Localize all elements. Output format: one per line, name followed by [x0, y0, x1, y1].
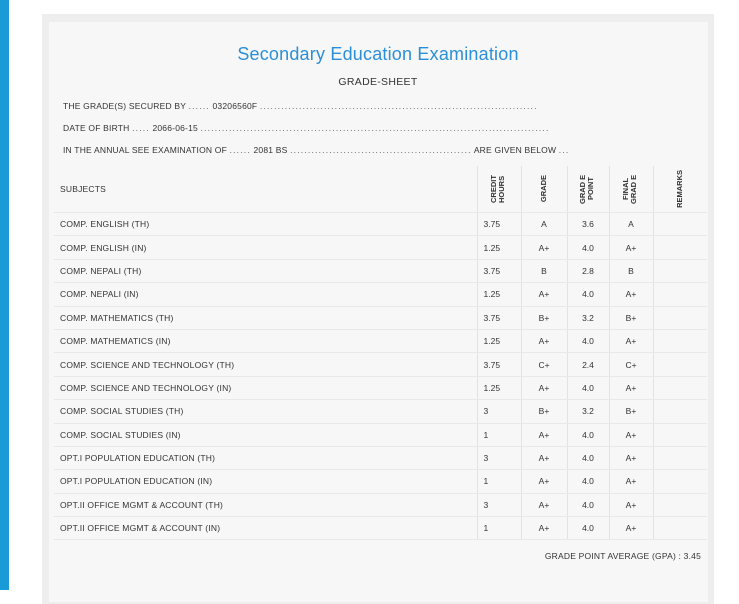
- grade-point-cell: 2.8: [567, 259, 609, 282]
- left-accent-bar: [0, 0, 9, 590]
- table-header-row: [54, 166, 707, 213]
- gpa-label: GRADE POINT AVERAGE (GPA) :: [544, 551, 682, 561]
- grade-point-cell: 3.2: [567, 306, 609, 329]
- subject-cell: COMP. SCIENCE AND TECHNOLOGY (TH): [54, 353, 477, 376]
- table-row: [54, 400, 707, 423]
- subject-cell: COMP. SOCIAL STUDIES (IN): [54, 423, 477, 446]
- final-grade-cell: A: [609, 213, 653, 236]
- table-row: [54, 259, 707, 282]
- credit-hours-cell: 1: [477, 517, 521, 540]
- remarks-cell: [653, 306, 707, 329]
- grade-point-cell: 4.0: [567, 283, 609, 306]
- page-title: Secondary Education Examination: [237, 44, 519, 64]
- credit-hours-cell: 3.75: [477, 353, 521, 376]
- info-secured-by: THE GRADE(S) SECURED BY ...... 03206560F ..............................................................................: [63, 101, 538, 111]
- table-row: [54, 353, 707, 376]
- symbol-number: 03206560F: [212, 101, 258, 111]
- remarks-cell: [653, 376, 707, 399]
- subject-cell: COMP. MATHEMATICS (IN): [54, 329, 477, 352]
- table-row: [54, 306, 707, 329]
- table-row: [54, 376, 707, 399]
- final-grade-cell: A+: [609, 470, 653, 493]
- credit-hours-cell: 3: [477, 493, 521, 516]
- table-row: [54, 213, 707, 236]
- grade-cell: B+: [521, 400, 567, 423]
- remarks-cell: [653, 283, 707, 306]
- grade-point-cell: 4.0: [567, 329, 609, 352]
- grade-cell: A+: [521, 329, 567, 352]
- page-subtitle: GRADE-SHEET: [338, 76, 418, 88]
- remarks-cell: [653, 517, 707, 540]
- table-row: [54, 283, 707, 306]
- subject-cell: OPT.I POPULATION EDUCATION (TH): [54, 446, 477, 469]
- subject-cell: COMP. NEPALI (IN): [54, 283, 477, 306]
- final-grade-cell: A+: [609, 236, 653, 259]
- credit-hours-cell: 3: [477, 446, 521, 469]
- remarks-cell: [653, 400, 707, 423]
- final-grade-cell: A+: [609, 446, 653, 469]
- header-subjects: SUBJECTS: [54, 166, 477, 213]
- final-grade-cell: A+: [609, 329, 653, 352]
- final-grade-cell: A+: [609, 423, 653, 446]
- final-grade-cell: B: [609, 259, 653, 282]
- credit-hours-cell: 1: [477, 423, 521, 446]
- subject-cell: COMP. ENGLISH (IN): [54, 236, 477, 259]
- subject-cell: COMP. SCIENCE AND TECHNOLOGY (IN): [54, 376, 477, 399]
- remarks-cell: [653, 423, 707, 446]
- remarks-cell: [653, 213, 707, 236]
- grade-point-cell: 4.0: [567, 493, 609, 516]
- grade-point-cell: 4.0: [567, 446, 609, 469]
- dob-label: DATE OF BIRTH: [63, 123, 130, 133]
- subject-cell: OPT.I POPULATION EDUCATION (IN): [54, 470, 477, 493]
- grade-cell: A+: [521, 446, 567, 469]
- exam-year: 2081 BS: [253, 145, 288, 155]
- final-grade-cell: C+: [609, 353, 653, 376]
- credit-hours-cell: 3.75: [477, 213, 521, 236]
- final-grade-cell: B+: [609, 306, 653, 329]
- credit-hours-cell: 3: [477, 400, 521, 423]
- subject-cell: COMP. SOCIAL STUDIES (TH): [54, 400, 477, 423]
- grade-cell: A+: [521, 493, 567, 516]
- remarks-cell: [653, 329, 707, 352]
- final-grade-cell: A+: [609, 376, 653, 399]
- table-row: [54, 236, 707, 259]
- credit-hours-cell: 1.25: [477, 236, 521, 259]
- dob-value: 2066-06-15: [152, 123, 198, 133]
- grades-table: [54, 166, 707, 540]
- grade-cell: B: [521, 259, 567, 282]
- remarks-cell: [653, 493, 707, 516]
- header-credit-hours: CREDIT HOURS: [477, 166, 521, 213]
- subject-cell: OPT.II OFFICE MGMT & ACCOUNT (TH): [54, 493, 477, 516]
- grade-point-cell: 4.0: [567, 470, 609, 493]
- subject-cell: OPT.II OFFICE MGMT & ACCOUNT (IN): [54, 517, 477, 540]
- table-row: [54, 493, 707, 516]
- exam-suffix: ARE GIVEN BELOW: [473, 145, 557, 155]
- grade-cell: A+: [521, 283, 567, 306]
- final-grade-cell: A+: [609, 517, 653, 540]
- grade-cell: A+: [521, 470, 567, 493]
- credit-hours-cell: 3.75: [477, 259, 521, 282]
- grade-point-cell: 4.0: [567, 517, 609, 540]
- grade-cell: A+: [521, 376, 567, 399]
- final-grade-cell: A+: [609, 283, 653, 306]
- remarks-cell: [653, 353, 707, 376]
- final-grade-cell: B+: [609, 400, 653, 423]
- header-grade-point: GRAD E POINT: [567, 166, 609, 213]
- grade-cell: C+: [521, 353, 567, 376]
- table-row: [54, 446, 707, 469]
- final-grade-cell: A+: [609, 493, 653, 516]
- grade-cell: B+: [521, 306, 567, 329]
- table-row: [54, 517, 707, 540]
- info-date-of-birth: DATE OF BIRTH ..... 2066-06-15 ..................................................................................................: [63, 123, 550, 133]
- table-row: [54, 329, 707, 352]
- grade-cell: A+: [521, 517, 567, 540]
- header-final-grade: FINAL GRAD E: [609, 166, 653, 213]
- table-row: [54, 470, 707, 493]
- credit-hours-cell: 3.75: [477, 306, 521, 329]
- table-row: [54, 423, 707, 446]
- credit-hours-cell: 1.25: [477, 376, 521, 399]
- credit-hours-cell: 1: [477, 470, 521, 493]
- grade-point-cell: 3.6: [567, 213, 609, 236]
- gpa-summary: [545, 551, 701, 561]
- subject-cell: COMP. NEPALI (TH): [54, 259, 477, 282]
- header-grade: GRADE: [521, 166, 567, 213]
- grade-cell: A: [521, 213, 567, 236]
- remarks-cell: [653, 470, 707, 493]
- gpa-value: 3.45: [683, 551, 701, 561]
- info-exam: IN THE ANNUAL SEE EXAMINATION OF ...... 2081 BS ................................................... ARE GIVEN BELOW ...: [63, 145, 570, 155]
- grade-point-cell: 4.0: [567, 236, 609, 259]
- grade-point-cell: 4.0: [567, 423, 609, 446]
- subject-cell: COMP. MATHEMATICS (TH): [54, 306, 477, 329]
- exam-label: IN THE ANNUAL SEE EXAMINATION OF: [63, 145, 227, 155]
- grade-point-cell: 4.0: [567, 376, 609, 399]
- grade-cell: A+: [521, 423, 567, 446]
- remarks-cell: [653, 259, 707, 282]
- grade-point-cell: 3.2: [567, 400, 609, 423]
- grade-cell: A+: [521, 236, 567, 259]
- remarks-cell: [653, 236, 707, 259]
- grade-point-cell: 2.4: [567, 353, 609, 376]
- remarks-cell: [653, 446, 707, 469]
- subject-cell: COMP. ENGLISH (TH): [54, 213, 477, 236]
- credit-hours-cell: 1.25: [477, 329, 521, 352]
- secured-label: THE GRADE(S) SECURED BY: [63, 101, 186, 111]
- header-remarks: REMARKS: [653, 166, 707, 213]
- credit-hours-cell: 1.25: [477, 283, 521, 306]
